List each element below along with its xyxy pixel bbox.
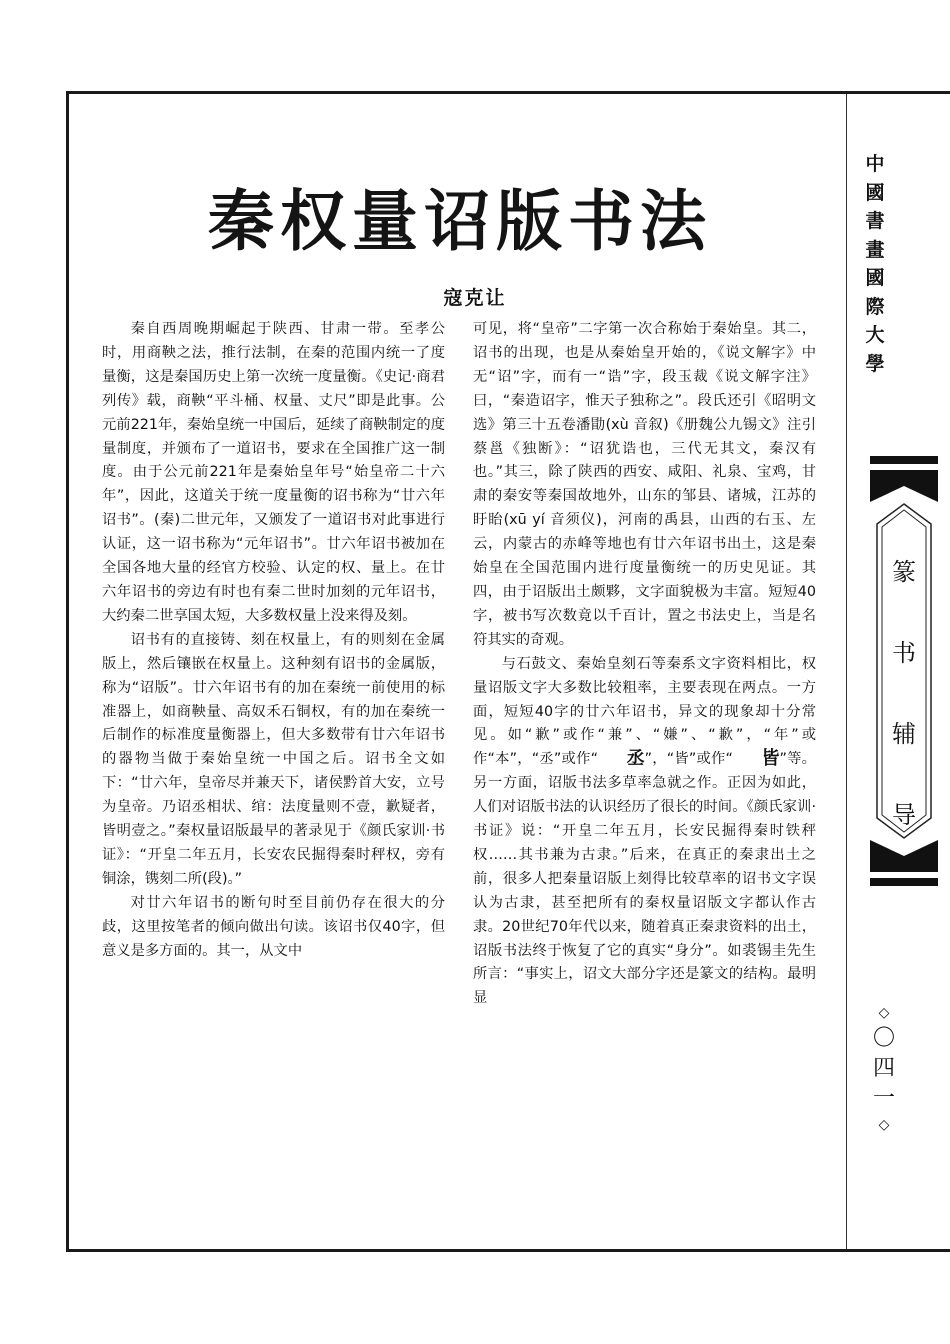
section-char: 辅 — [892, 720, 916, 748]
seal-script-glyph: 皆 — [761, 748, 780, 770]
journal-char: 國 — [865, 267, 885, 289]
page-number — [864, 1002, 904, 1136]
article-title: 秦权量诏版书法 — [208, 182, 712, 260]
paragraph: 对廿六年诏书的断句时至目前仍存在很大的分歧，这里按笔者的倾向做出句读。该诏书仅40字，但意义是多方面的。其一，从文中 — [102, 894, 445, 959]
page-number-char: 四 — [872, 1056, 895, 1081]
page-number-char: 〇 — [872, 1026, 895, 1051]
journal-char: 國 — [865, 181, 885, 204]
page-number-char: 一 — [872, 1086, 895, 1111]
text-run: 与石鼓文、秦始皇刻石等秦系文字资料相比，权量诏版文字大多数比较粗率，主要表现在两点。一方面，短短40字的廿六年诏书，异文的现象却十分常见。如“歉”或作“兼”、“嫌”、“歉”，“年”或作“本”，“丞”或作“ — [473, 655, 816, 768]
section-char: 篆 — [892, 558, 916, 586]
journal-char: 學 — [865, 352, 885, 375]
seal-script-glyph: 丞 — [626, 748, 645, 770]
journal-char: 際 — [865, 295, 885, 318]
text-run: ”，“皆”或作“ — [644, 751, 733, 768]
paragraph: 诏书有的直接铸、刻在权量上，有的则刻在金属版上，然后镶嵌在权量上。这种刻有诏书的金属版，称为“诏版”。廿六年诏书有的加在秦统一前使用的标准器上，如商鞅量、高奴禾石铜权，有的加在秦统一后制作的标准度量衡器上，但大多数带有廿六年诏书的器物当做于秦始皇统一中国之后。诏书全文如下：“廿六年，皇帝尽并兼天下，诸侯黔首大安，立号为皇帝。乃诏丞相状、绾：法度量则不壹，歉疑者，皆明壹之。”秦权量诏版最早的著录见于《颜氏家训·书证》：“开皇二年五月，长安农民掘得秦时秤权，旁有铜涂，镌刻二所(段)。” — [102, 631, 445, 887]
journal-name — [862, 150, 888, 378]
article-column-left — [102, 318, 445, 963]
section-label — [873, 532, 935, 856]
article-column-right — [473, 318, 816, 1011]
journal-char: 中 — [865, 153, 885, 175]
diamond-icon: ◇ — [878, 1005, 890, 1021]
decorative-band-top — [870, 456, 938, 502]
paragraph: 秦自西周晚期崛起于陕西、甘肃一带。至孝公时，用商鞅之法，推行法制，在秦的范围内统一了度量衡，这是秦国历史上第一次统一度量衡。《史记·商君列传》载，商鞅“平斗桶、权量、丈尺”即是此事。公元前221年，秦始皇统一中国后，延续了商鞅制定的度量制度，并颁布了一道诏书，要求在全国推广这一制度。由于公元前221年是秦始皇年号“始皇帝二十六年”，因此，这道关于统一度量衡的诏书称为“廿六年诏书”。(秦)二世元年，又颁发了一道诏书对此事进行认证，这一诏书称为“元年诏书”。廿六年诏书被加在全国各地大量的经官方校验、认定的权、量上。在廿六年诏书的旁边有时也有秦二世时加刻的元年诏书，大约秦二世享国太短，大多数权量上没来得及刻。 — [102, 321, 445, 624]
journal-char: 書 — [865, 210, 885, 232]
journal-char: 畫 — [865, 238, 885, 261]
article-author: 寇克让 — [443, 287, 507, 309]
text-run: ”等。另一方面，诏版书法多草率急就之作。正因为如此，人们对诏版书法的认识经历了很长的时间。《颜氏家训·书证》说：“开皇二年五月，长安民掘得秦时铁秤权……其书兼为古隶。”后来，在真正的秦隶出土之前，很多人把秦量诏版上刻得比较草率的诏书文字误认为古隶，甚至把所有的秦权量诏版文字都认作古隶。20世纪70年代以来，随着真正秦隶资料的出土，诏版书法终于恢复了它的真实“身分”。如裘锡圭先生所言：“事实上，诏文大部分字还是篆文的结构。最明显 — [473, 751, 816, 1007]
diamond-icon: ◇ — [878, 1117, 890, 1133]
paragraph: 可见，将“皇帝”二字第一次合称始于秦始皇。其二，诏书的出现，也是从秦始皇开始的，《说文解字》中无“诏”字，而有一“诰”字，段玉裁《说文解字注》曰，“秦造诏字，惟天子独称之”。段氏还引《昭明文选》第三十五卷潘勖(xù 音叙)《册魏公九锡文》注引蔡邕《独断》：“诏犹诰也，三代无其文，秦汉有也。”其三，除了陕西的西安、咸阳、礼泉、宝鸡，甘肃的秦安等秦国故地外，山东的邹县、诸城，江苏的盱眙(xū yí 音须仪)，河南的禹县，山西的右玉、左云，内蒙古的赤峰等地也有廿六年诏书出土，这是秦始皇在全国范围内进行度量衡统一的历史见证。其四，由于诏版出土颇夥，文字面貌极为丰富。短短40字，被书写次数竟以千百计，置之书法史上，当是名符其实的奇观。 — [473, 321, 816, 648]
section-char: 书 — [892, 639, 916, 667]
section-char: 导 — [892, 801, 916, 829]
paragraph — [473, 653, 816, 1012]
sidebar-divider — [846, 94, 847, 1249]
journal-char: 大 — [865, 324, 885, 346]
decorative-band-bottom — [870, 840, 938, 886]
